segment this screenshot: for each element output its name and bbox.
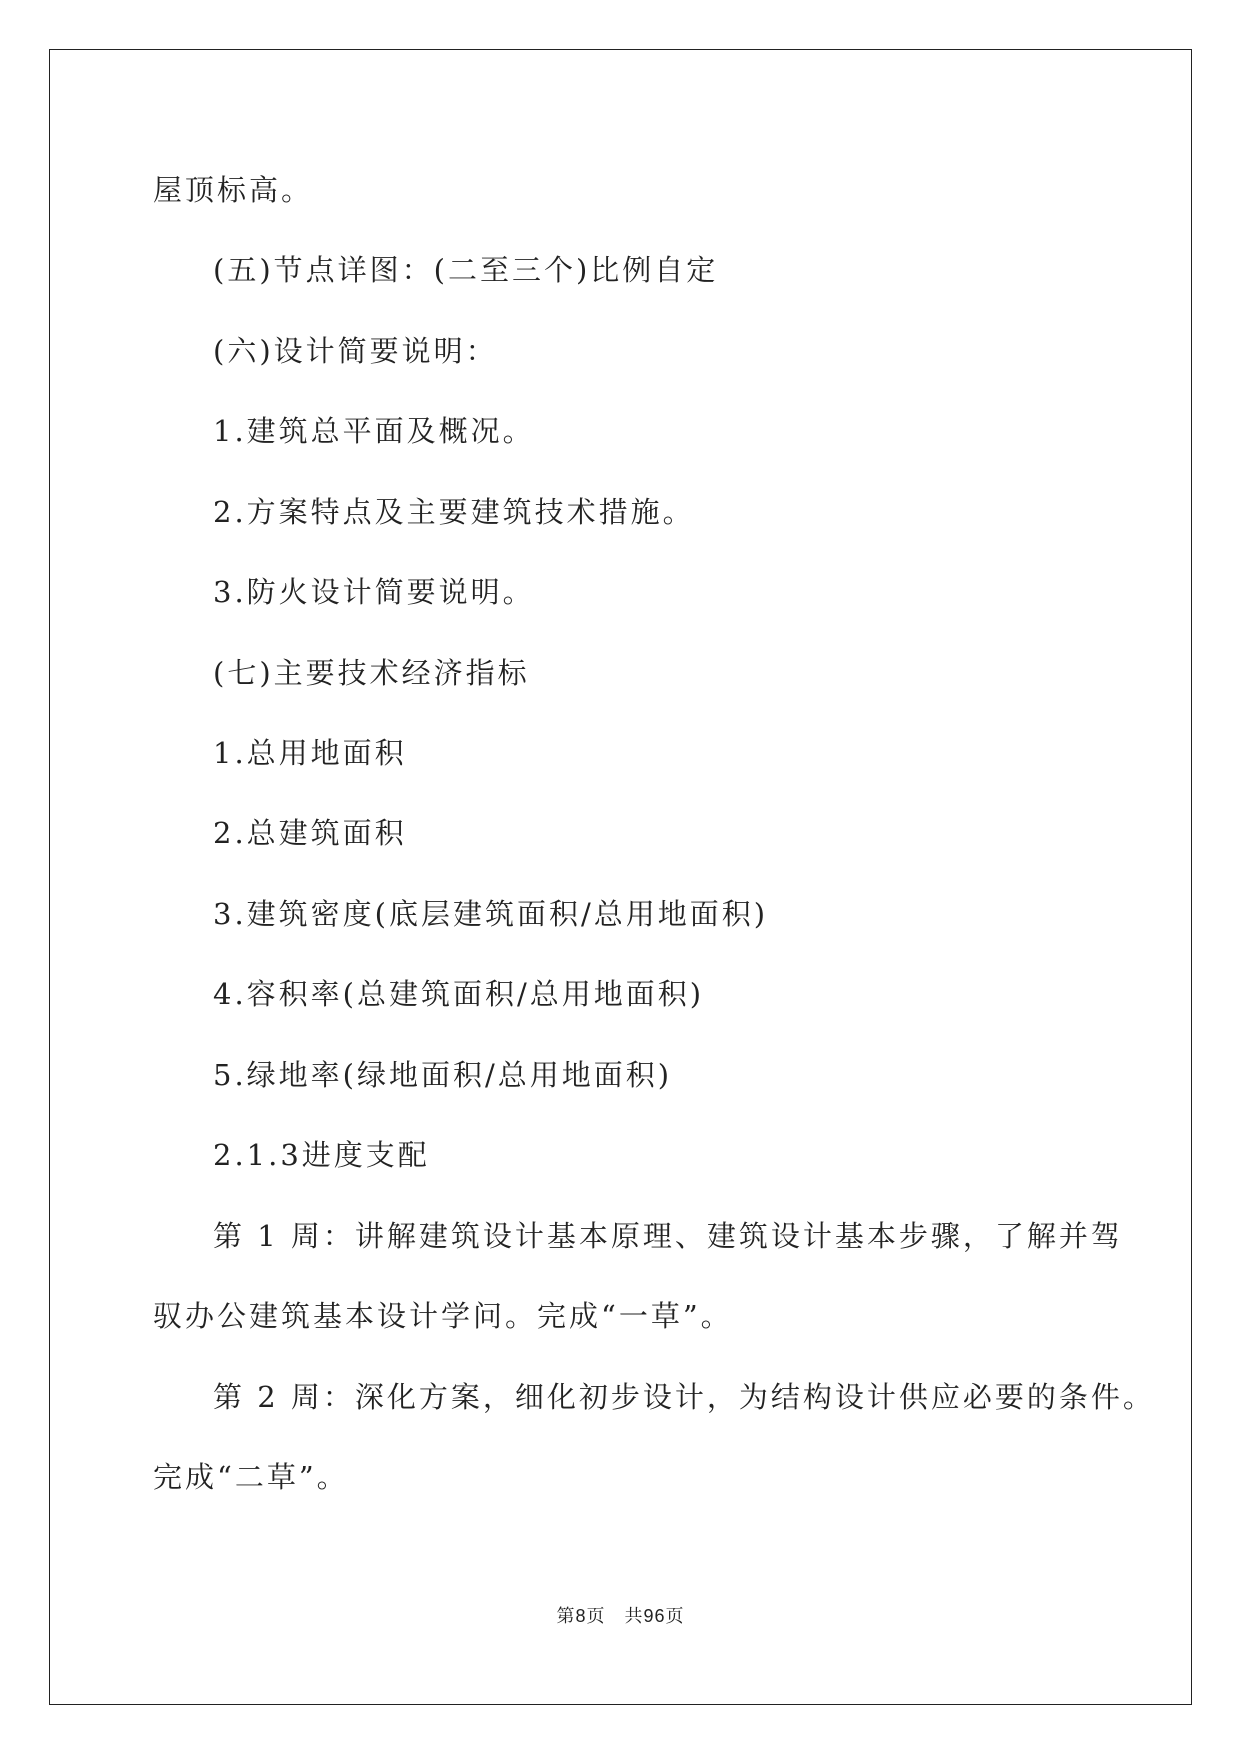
text-line: 第 1 周：讲解建筑设计基本原理、建筑设计基本步骤，了解并驾 bbox=[213, 1219, 1123, 1253]
text-line: 4.容积率(总建筑面积/总用地面积) bbox=[213, 977, 705, 1011]
text-line: 5.绿地率(绿地面积/总用地面积) bbox=[213, 1058, 673, 1092]
text-line: 1.总用地面积 bbox=[213, 736, 407, 770]
text-line: 2.总建筑面积 bbox=[213, 816, 407, 850]
text-line: 3.防火设计简要说明。 bbox=[213, 575, 535, 609]
text-line: (五)节点详图：(二至三个)比例自定 bbox=[213, 253, 719, 287]
page-number: 第8页 共96页 bbox=[556, 1606, 685, 1626]
text-line: 驭办公建筑基本设计学问。完成“一草”。 bbox=[153, 1299, 733, 1333]
text-line: 屋顶标高。 bbox=[153, 173, 314, 207]
page-border bbox=[49, 49, 1192, 1705]
text-line: 1.建筑总平面及概况。 bbox=[213, 414, 535, 448]
text-line: 3.建筑密度(底层建筑面积/总用地面积) bbox=[213, 897, 769, 931]
text-line: 第 2 周：深化方案，细化初步设计，为结构设计供应必要的条件。 bbox=[213, 1380, 1155, 1414]
text-line: 完成“二草”。 bbox=[153, 1460, 349, 1494]
text-line: 2.方案特点及主要建筑技术措施。 bbox=[213, 495, 695, 529]
text-line: (七)主要技术经济指标 bbox=[213, 656, 530, 690]
text-line: (六)设计简要说明： bbox=[213, 334, 498, 368]
section-heading: 2.1.3进度支配 bbox=[213, 1138, 430, 1172]
